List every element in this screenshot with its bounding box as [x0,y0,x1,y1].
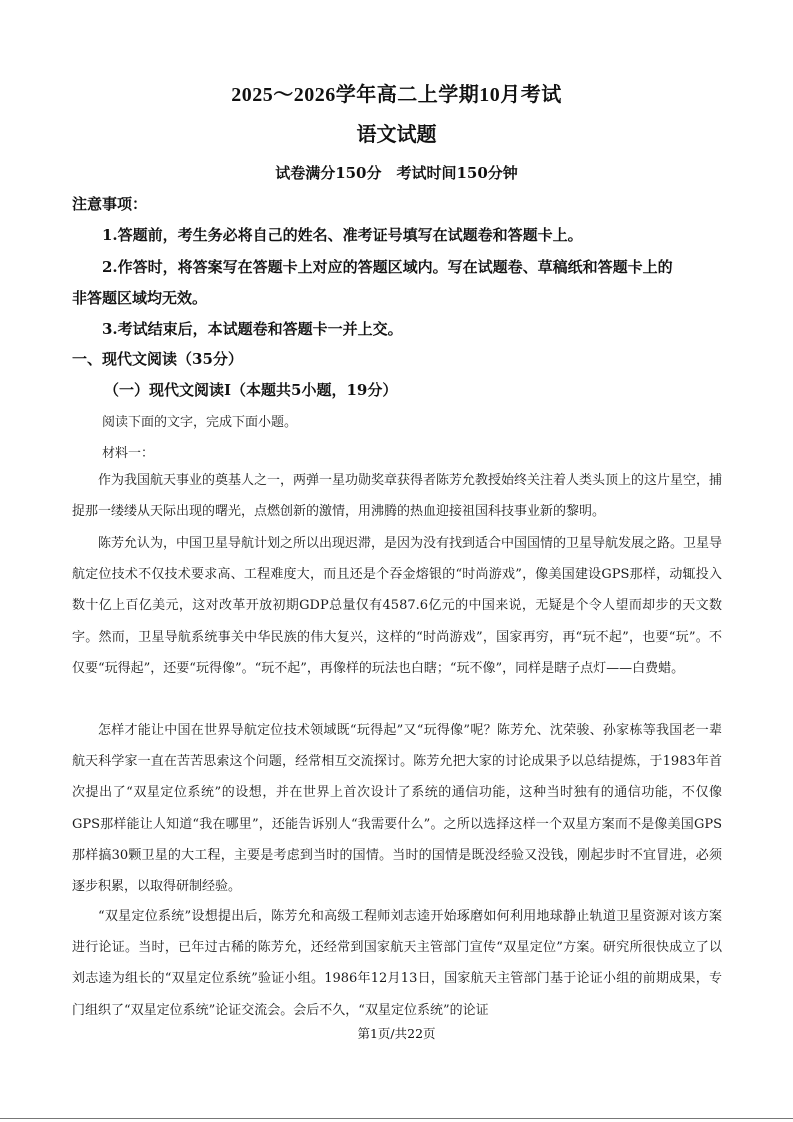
note-item-continued: 非答题区域均无效。 [72,289,208,307]
page-bottom-divider [0,1118,793,1119]
exam-subtitle: 语文试题 [356,122,437,146]
paragraph: 怎样才能让中国在世界导航定位技术领域既“玩得起”又“玩得像”呢？陈芳允、沈荣骏、孙家栋等我国老一辈航天科学家一直在苦苦思索这个问题，经常相互交流探讨。陈芳允把大家的讨论成果予以总结提炼，于1983年首次提出了“双星定位系统”的设想，并在世界上首次设计了系统的通信功能，这种当时独有的通信功能，不仅像GPS那样能让人知道“我在哪里”，还能告诉别人“我需要什么”。之所以选择这样一个双星方案而不是像美国GPS那样搞30颗卫星的大工程，主要是考虑到当时的国情。当时的国情是既没经验又没钱，刚起步时不宜冒进，必须逐步积累，以取得研制经验。 [72,723,722,895]
page-number: 第1页/共22页 [357,1026,436,1041]
exam-title: 2025～2026学年高二上学期10月考试 [231,84,562,106]
exam-meta: 试卷满分150分 考试时间150分钟 [275,164,518,182]
paragraph: 陈芳允认为，中国卫星导航计划之所以出现迟滞，是因为没有找到适合中国国情的卫星导航发展之路。卫星导航定位技术不仅技术要求高、工程难度大，而且还是个吞金熔银的“时尚游戏”，像美国建设GPS那样，动辄投入数十亿上百亿美元，这对改革开放初期GDP总量仅有4587.6亿元的中国来说，无疑是个令人望而却步的天文数字。然而，卫星导航系统事关中华民族的伟大复兴，这样的“时尚游戏”，国家再穷，再“玩不起”，也要“玩”。不仅要“玩得起”，还要“玩得像”。“玩不起”，再像样的玩法也白瞎；“玩不像”，同样是瞎子点灯——白费蜡。 [72,536,723,676]
paragraph: “双星定位系统”设想提出后，陈芳允和高级工程师刘志逵开始琢磨如何利用地球静止轨道卫星资源对该方案进行论证。当时，已年过古稀的陈芳允，还经常到国家航天主管部门宣传“双星定位”方案。研究所很快成立了以刘志逵为组长的“双星定位系统”验证小组。1986年12月13日，国家航天主管部门基于论证小组的前期成果，专门组织了“双星定位系统”论证交流会。会后不久，“双星定位系统”的论证 [72,909,722,1018]
paragraph: 作为我国航天事业的奠基人之一，两弹一星功勋奖章获得者陈芳允教授始终关注着人类头顶上的这片星空，捕捉那一缕缕从天际出现的曙光，点燃创新的激情，用沸腾的热血迎接祖国科技事业新的黎明。 [72,473,723,520]
subsection-heading: （一）现代文阅读Ⅰ（本题共5小题，19分） [104,381,398,399]
section-heading: 一、现代文阅读（35分） [72,350,243,368]
note-item: 1.答题前，考生务必将自己的姓名、准考证号填写在试题卷和答题卡上。 [102,226,583,244]
material-label: 材料一： [102,446,155,461]
notes-heading: 注意事项： [72,195,148,213]
note-item: 2.作答时，将答案写在答题卡上对应的答题区域内。写在试题卷、草稿纸和答题卡上的 [102,258,673,276]
instruction-text: 阅读下面的文字，完成下面小题。 [102,415,298,430]
note-item: 3.考试结束后，本试题卷和答题卡一并上交。 [102,320,403,338]
